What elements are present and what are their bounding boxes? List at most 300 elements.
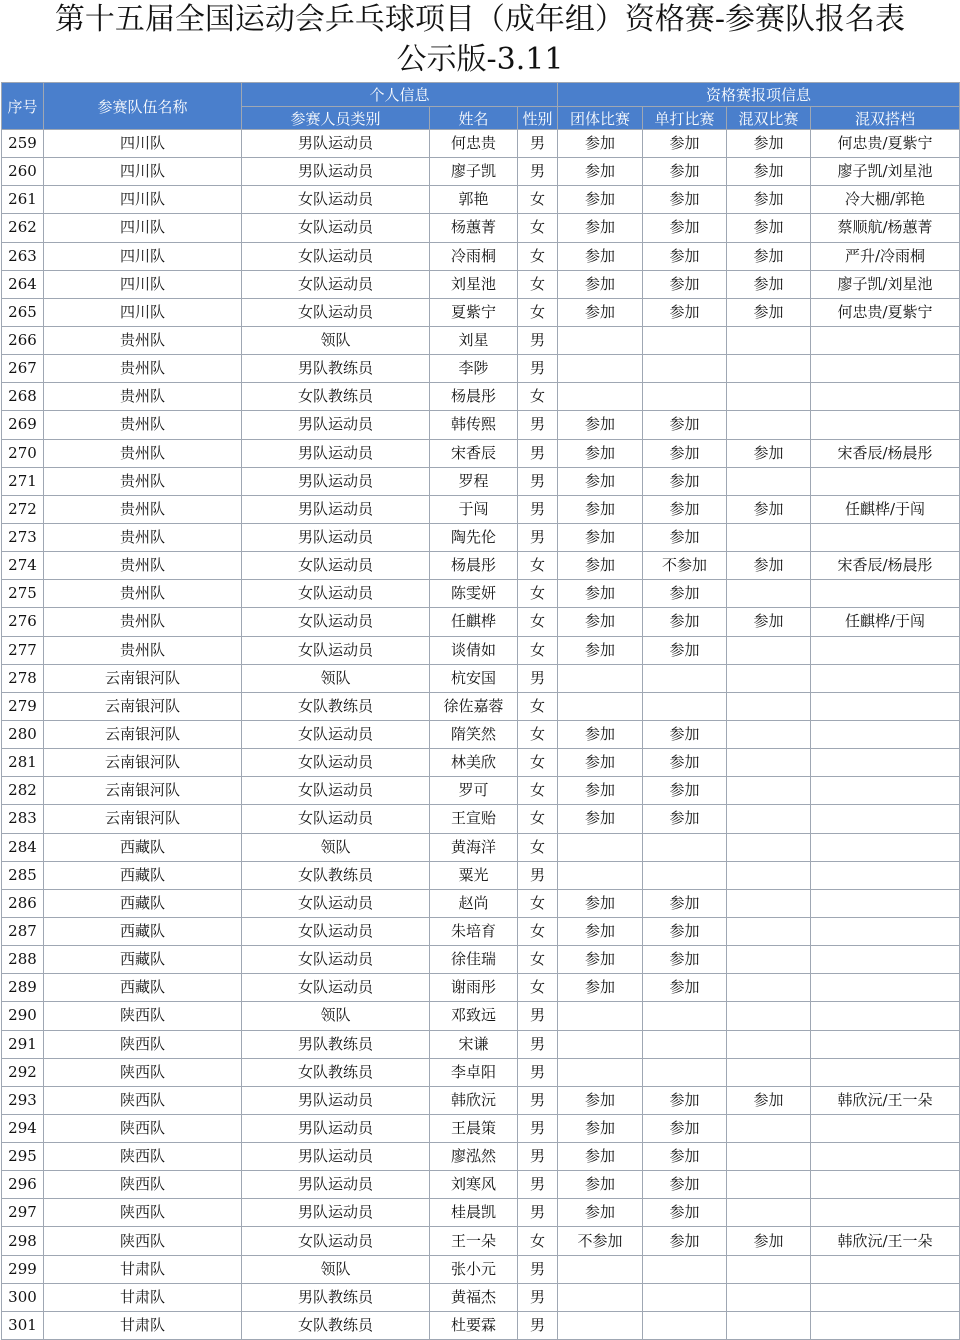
cell-mixed-partner <box>811 692 960 720</box>
cell-team: 西藏队 <box>44 917 242 945</box>
cell-seq: 259 <box>2 130 44 158</box>
cell-team: 云南银河队 <box>44 805 242 833</box>
cell-mixed-partner <box>811 1311 960 1339</box>
cell-mixed-partner <box>811 749 960 777</box>
cell-gender: 男 <box>518 1311 558 1339</box>
cell-gender: 女 <box>518 777 558 805</box>
cell-singles: 参加 <box>643 749 727 777</box>
cell-singles: 参加 <box>643 917 727 945</box>
cell-team-event: 不参加 <box>558 1227 643 1255</box>
cell-mixed-partner: 蔡顺航/杨蕙菁 <box>811 214 960 242</box>
table-row <box>2 1199 960 1227</box>
cell-name: 徐佳瑞 <box>430 946 518 974</box>
cell-seq: 301 <box>2 1311 44 1339</box>
cell-gender: 男 <box>518 1086 558 1114</box>
cell-name: 杨晨彤 <box>430 383 518 411</box>
cell-gender: 女 <box>518 636 558 664</box>
cell-seq: 292 <box>2 1058 44 1086</box>
cell-team: 陕西队 <box>44 1143 242 1171</box>
cell-seq: 274 <box>2 552 44 580</box>
cell-category: 女队运动员 <box>242 749 430 777</box>
cell-team-event <box>558 1002 643 1030</box>
cell-seq: 300 <box>2 1283 44 1311</box>
cell-mixed <box>727 355 811 383</box>
cell-category: 女队教练员 <box>242 1058 430 1086</box>
cell-gender: 女 <box>518 749 558 777</box>
cell-gender: 女 <box>518 383 558 411</box>
cell-singles: 参加 <box>643 130 727 158</box>
table-row <box>2 1143 960 1171</box>
cell-mixed: 参加 <box>727 158 811 186</box>
table-row <box>2 214 960 242</box>
cell-singles: 参加 <box>643 889 727 917</box>
cell-mixed-partner <box>811 664 960 692</box>
cell-gender: 男 <box>518 1143 558 1171</box>
cell-singles <box>643 383 727 411</box>
cell-singles: 不参加 <box>643 552 727 580</box>
cell-singles: 参加 <box>643 523 727 551</box>
cell-mixed-partner: 宋香辰/杨晨彤 <box>811 439 960 467</box>
cell-singles <box>643 1283 727 1311</box>
cell-category: 男队运动员 <box>242 439 430 467</box>
cell-name: 任麒桦 <box>430 608 518 636</box>
cell-gender: 男 <box>518 1030 558 1058</box>
cell-seq: 294 <box>2 1114 44 1142</box>
cell-mixed-partner <box>811 720 960 748</box>
cell-seq: 272 <box>2 495 44 523</box>
cell-mixed: 参加 <box>727 270 811 298</box>
table-row <box>2 777 960 805</box>
cell-mixed-partner: 韩欣沅/王一朵 <box>811 1086 960 1114</box>
cell-seq: 261 <box>2 186 44 214</box>
table-row <box>2 1171 960 1199</box>
table-header <box>2 83 960 130</box>
cell-singles <box>643 692 727 720</box>
cell-mixed-partner <box>811 1143 960 1171</box>
cell-category: 女队运动员 <box>242 720 430 748</box>
cell-name: 朱培育 <box>430 917 518 945</box>
cell-team: 贵州队 <box>44 467 242 495</box>
cell-gender: 男 <box>518 1255 558 1283</box>
cell-category: 女队运动员 <box>242 777 430 805</box>
table-row <box>2 608 960 636</box>
cell-mixed <box>727 467 811 495</box>
cell-category: 女队运动员 <box>242 889 430 917</box>
cell-category: 女队运动员 <box>242 270 430 298</box>
cell-mixed-partner <box>811 636 960 664</box>
cell-mixed <box>727 974 811 1002</box>
cell-mixed <box>727 805 811 833</box>
cell-team-event: 参加 <box>558 298 643 326</box>
cell-mixed: 参加 <box>727 1086 811 1114</box>
table-row <box>2 439 960 467</box>
cell-team: 四川队 <box>44 214 242 242</box>
cell-category: 男队运动员 <box>242 411 430 439</box>
cell-singles: 参加 <box>643 411 727 439</box>
table-row <box>2 974 960 1002</box>
table-row <box>2 833 960 861</box>
cell-team: 贵州队 <box>44 411 242 439</box>
cell-mixed-partner: 何忠贵/夏紫宁 <box>811 298 960 326</box>
table-row <box>2 242 960 270</box>
cell-category: 男队运动员 <box>242 1086 430 1114</box>
cell-mixed <box>727 411 811 439</box>
cell-singles: 参加 <box>643 495 727 523</box>
cell-seq: 269 <box>2 411 44 439</box>
cell-category: 男队教练员 <box>242 1283 430 1311</box>
cell-name: 郭艳 <box>430 186 518 214</box>
cell-category: 男队运动员 <box>242 1199 430 1227</box>
cell-singles: 参加 <box>643 298 727 326</box>
cell-category: 女队运动员 <box>242 917 430 945</box>
cell-team: 甘肃队 <box>44 1311 242 1339</box>
cell-mixed <box>727 1030 811 1058</box>
table-row <box>2 1114 960 1142</box>
cell-singles <box>643 1311 727 1339</box>
cell-team-event: 参加 <box>558 523 643 551</box>
cell-mixed <box>727 861 811 889</box>
cell-team-event: 参加 <box>558 242 643 270</box>
cell-gender: 女 <box>518 242 558 270</box>
cell-singles: 参加 <box>643 946 727 974</box>
cell-team: 陕西队 <box>44 1086 242 1114</box>
cell-gender: 男 <box>518 495 558 523</box>
cell-seq: 290 <box>2 1002 44 1030</box>
cell-gender: 男 <box>518 861 558 889</box>
cell-singles: 参加 <box>643 720 727 748</box>
cell-seq: 276 <box>2 608 44 636</box>
cell-name: 张小元 <box>430 1255 518 1283</box>
cell-name: 杨晨彤 <box>430 552 518 580</box>
cell-gender: 女 <box>518 1227 558 1255</box>
cell-mixed: 参加 <box>727 298 811 326</box>
cell-mixed-partner <box>811 889 960 917</box>
cell-mixed: 参加 <box>727 242 811 270</box>
cell-name: 韩传熙 <box>430 411 518 439</box>
cell-mixed-partner: 廖子凯/刘星池 <box>811 158 960 186</box>
cell-singles: 参加 <box>643 270 727 298</box>
cell-category: 男队教练员 <box>242 355 430 383</box>
cell-team: 陕西队 <box>44 1199 242 1227</box>
cell-team-event: 参加 <box>558 1171 643 1199</box>
cell-gender: 男 <box>518 467 558 495</box>
cell-team: 陕西队 <box>44 1171 242 1199</box>
cell-mixed-partner <box>811 1002 960 1030</box>
header-mixed: 混双比赛 <box>727 107 811 130</box>
cell-category: 女队教练员 <box>242 692 430 720</box>
table-row <box>2 580 960 608</box>
cell-gender: 男 <box>518 439 558 467</box>
cell-category: 男队运动员 <box>242 495 430 523</box>
cell-team: 贵州队 <box>44 580 242 608</box>
cell-mixed <box>727 777 811 805</box>
cell-seq: 288 <box>2 946 44 974</box>
cell-mixed-partner <box>811 917 960 945</box>
table-row <box>2 383 960 411</box>
cell-seq: 287 <box>2 917 44 945</box>
cell-team-event: 参加 <box>558 805 643 833</box>
table-row <box>2 1255 960 1283</box>
table-row <box>2 1058 960 1086</box>
cell-singles: 参加 <box>643 805 727 833</box>
cell-category: 男队运动员 <box>242 158 430 186</box>
cell-mixed <box>727 1143 811 1171</box>
cell-team-event: 参加 <box>558 777 643 805</box>
cell-mixed <box>727 720 811 748</box>
cell-category: 女队教练员 <box>242 1311 430 1339</box>
cell-team: 西藏队 <box>44 974 242 1002</box>
cell-mixed-partner: 冷大棚/郭艳 <box>811 186 960 214</box>
cell-name: 陶先伦 <box>430 523 518 551</box>
cell-mixed-partner: 韩欣沅/王一朵 <box>811 1227 960 1255</box>
cell-seq: 286 <box>2 889 44 917</box>
cell-seq: 283 <box>2 805 44 833</box>
cell-team-event <box>558 1058 643 1086</box>
cell-mixed-partner: 何忠贵/夏紫宁 <box>811 130 960 158</box>
cell-name: 王一朵 <box>430 1227 518 1255</box>
cell-team-event: 参加 <box>558 186 643 214</box>
cell-mixed <box>727 1058 811 1086</box>
cell-team-event <box>558 664 643 692</box>
cell-singles <box>643 1255 727 1283</box>
table-row <box>2 1311 960 1339</box>
header-personal-group: 个人信息 <box>242 83 558 107</box>
table-row <box>2 889 960 917</box>
header-seq: 序号 <box>2 83 44 130</box>
cell-name: 邓致远 <box>430 1002 518 1030</box>
cell-mixed-partner <box>811 946 960 974</box>
cell-gender: 男 <box>518 1199 558 1227</box>
table-row <box>2 130 960 158</box>
cell-name: 罗程 <box>430 467 518 495</box>
cell-category: 女队运动员 <box>242 1227 430 1255</box>
cell-seq: 267 <box>2 355 44 383</box>
page-subtitle: 公示版-3.11 <box>396 42 564 77</box>
cell-name: 于闯 <box>430 495 518 523</box>
cell-mixed-partner <box>811 1255 960 1283</box>
cell-team: 陕西队 <box>44 1227 242 1255</box>
cell-seq: 282 <box>2 777 44 805</box>
cell-singles: 参加 <box>643 1086 727 1114</box>
cell-singles: 参加 <box>643 1227 727 1255</box>
cell-singles <box>643 355 727 383</box>
cell-gender: 男 <box>518 523 558 551</box>
table-row <box>2 298 960 326</box>
header-name: 姓名 <box>430 107 518 130</box>
cell-mixed <box>727 580 811 608</box>
cell-team-event: 参加 <box>558 439 643 467</box>
cell-mixed-partner <box>811 1171 960 1199</box>
cell-seq: 284 <box>2 833 44 861</box>
cell-mixed <box>727 1311 811 1339</box>
cell-seq: 298 <box>2 1227 44 1255</box>
cell-team: 四川队 <box>44 130 242 158</box>
header-gender: 性别 <box>518 107 558 130</box>
cell-category: 男队运动员 <box>242 1171 430 1199</box>
cell-team-event: 参加 <box>558 749 643 777</box>
cell-name: 桂晨凯 <box>430 1199 518 1227</box>
cell-category: 女队运动员 <box>242 636 430 664</box>
cell-mixed-partner <box>811 580 960 608</box>
cell-mixed-partner <box>811 523 960 551</box>
cell-seq: 263 <box>2 242 44 270</box>
cell-category: 领队 <box>242 833 430 861</box>
cell-gender: 男 <box>518 411 558 439</box>
cell-name: 刘星池 <box>430 270 518 298</box>
cell-team: 贵州队 <box>44 495 242 523</box>
cell-team-event <box>558 1255 643 1283</box>
cell-gender: 男 <box>518 1171 558 1199</box>
cell-mixed <box>727 1002 811 1030</box>
cell-category: 领队 <box>242 664 430 692</box>
cell-team-event <box>558 326 643 354</box>
cell-gender: 男 <box>518 158 558 186</box>
cell-category: 女队运动员 <box>242 552 430 580</box>
cell-name: 王晨策 <box>430 1114 518 1142</box>
cell-seq: 271 <box>2 467 44 495</box>
cell-team-event: 参加 <box>558 552 643 580</box>
cell-name: 李陟 <box>430 355 518 383</box>
table-row <box>2 749 960 777</box>
cell-singles: 参加 <box>643 608 727 636</box>
cell-team: 陕西队 <box>44 1002 242 1030</box>
cell-team-event: 参加 <box>558 974 643 1002</box>
cell-seq: 295 <box>2 1143 44 1171</box>
cell-team-event: 参加 <box>558 411 643 439</box>
cell-mixed-partner <box>811 411 960 439</box>
cell-seq: 262 <box>2 214 44 242</box>
table-row <box>2 636 960 664</box>
table-row <box>2 158 960 186</box>
cell-mixed-partner <box>811 805 960 833</box>
cell-singles: 参加 <box>643 580 727 608</box>
cell-category: 女队运动员 <box>242 805 430 833</box>
cell-team: 西藏队 <box>44 946 242 974</box>
cell-singles <box>643 833 727 861</box>
cell-team: 甘肃队 <box>44 1255 242 1283</box>
cell-team-event <box>558 833 643 861</box>
table-row <box>2 1227 960 1255</box>
cell-team-event: 参加 <box>558 720 643 748</box>
cell-name: 黄海洋 <box>430 833 518 861</box>
cell-seq: 260 <box>2 158 44 186</box>
cell-name: 杨蕙菁 <box>430 214 518 242</box>
cell-team-event: 参加 <box>558 270 643 298</box>
cell-team-event: 参加 <box>558 130 643 158</box>
cell-name: 隋笑然 <box>430 720 518 748</box>
cell-name: 韩欣沅 <box>430 1086 518 1114</box>
cell-team-event: 参加 <box>558 636 643 664</box>
cell-category: 女队运动员 <box>242 186 430 214</box>
cell-team: 云南银河队 <box>44 692 242 720</box>
cell-category: 领队 <box>242 1255 430 1283</box>
cell-category: 男队运动员 <box>242 130 430 158</box>
cell-singles <box>643 664 727 692</box>
cell-seq: 279 <box>2 692 44 720</box>
cell-seq: 296 <box>2 1171 44 1199</box>
cell-gender: 男 <box>518 1283 558 1311</box>
table-row <box>2 1283 960 1311</box>
cell-gender: 女 <box>518 889 558 917</box>
cell-team-event: 参加 <box>558 1143 643 1171</box>
cell-mixed <box>727 749 811 777</box>
cell-name: 廖子凯 <box>430 158 518 186</box>
table-row <box>2 1086 960 1114</box>
cell-singles: 参加 <box>643 974 727 1002</box>
cell-name: 何忠贵 <box>430 130 518 158</box>
cell-name: 廖泓然 <box>430 1143 518 1171</box>
cell-category: 女队运动员 <box>242 580 430 608</box>
table-row <box>2 326 960 354</box>
cell-category: 男队教练员 <box>242 1030 430 1058</box>
cell-seq: 293 <box>2 1086 44 1114</box>
cell-mixed <box>727 1199 811 1227</box>
cell-team: 西藏队 <box>44 889 242 917</box>
cell-team: 四川队 <box>44 158 242 186</box>
cell-team: 四川队 <box>44 298 242 326</box>
cell-mixed <box>727 692 811 720</box>
cell-team-event: 参加 <box>558 158 643 186</box>
cell-team: 贵州队 <box>44 523 242 551</box>
cell-singles: 参加 <box>643 636 727 664</box>
cell-seq: 299 <box>2 1255 44 1283</box>
cell-mixed-partner <box>811 1114 960 1142</box>
cell-mixed: 参加 <box>727 214 811 242</box>
cell-name: 杜要霖 <box>430 1311 518 1339</box>
cell-name: 徐佐嘉蓉 <box>430 692 518 720</box>
table-row <box>2 552 960 580</box>
cell-mixed-partner <box>811 383 960 411</box>
cell-mixed-partner <box>811 1030 960 1058</box>
cell-gender: 女 <box>518 270 558 298</box>
cell-name: 杭安国 <box>430 664 518 692</box>
table-row <box>2 720 960 748</box>
registration-table <box>1 82 960 1340</box>
cell-gender: 女 <box>518 552 558 580</box>
cell-singles: 参加 <box>643 1114 727 1142</box>
cell-gender: 女 <box>518 214 558 242</box>
cell-mixed: 参加 <box>727 608 811 636</box>
cell-gender: 男 <box>518 355 558 383</box>
cell-name: 李卓阳 <box>430 1058 518 1086</box>
cell-seq: 297 <box>2 1199 44 1227</box>
table-row <box>2 411 960 439</box>
cell-team-event: 参加 <box>558 580 643 608</box>
header-category: 参赛人员类别 <box>242 107 430 130</box>
cell-team: 贵州队 <box>44 355 242 383</box>
cell-mixed-partner: 任麒桦/于闯 <box>811 495 960 523</box>
cell-name: 黄福杰 <box>430 1283 518 1311</box>
table-row <box>2 523 960 551</box>
cell-name: 陈雯妍 <box>430 580 518 608</box>
cell-mixed: 参加 <box>727 552 811 580</box>
cell-mixed-partner <box>811 355 960 383</box>
cell-mixed-partner <box>811 1199 960 1227</box>
cell-gender: 男 <box>518 130 558 158</box>
cell-team: 云南银河队 <box>44 664 242 692</box>
cell-singles <box>643 1002 727 1030</box>
cell-team: 四川队 <box>44 242 242 270</box>
cell-singles: 参加 <box>643 439 727 467</box>
cell-team: 陕西队 <box>44 1030 242 1058</box>
cell-mixed <box>727 523 811 551</box>
header-mixed-partner: 混双搭档 <box>811 107 960 130</box>
table-row <box>2 692 960 720</box>
title-block <box>0 0 960 82</box>
cell-team: 陕西队 <box>44 1058 242 1086</box>
cell-name: 赵尚 <box>430 889 518 917</box>
cell-gender: 男 <box>518 664 558 692</box>
